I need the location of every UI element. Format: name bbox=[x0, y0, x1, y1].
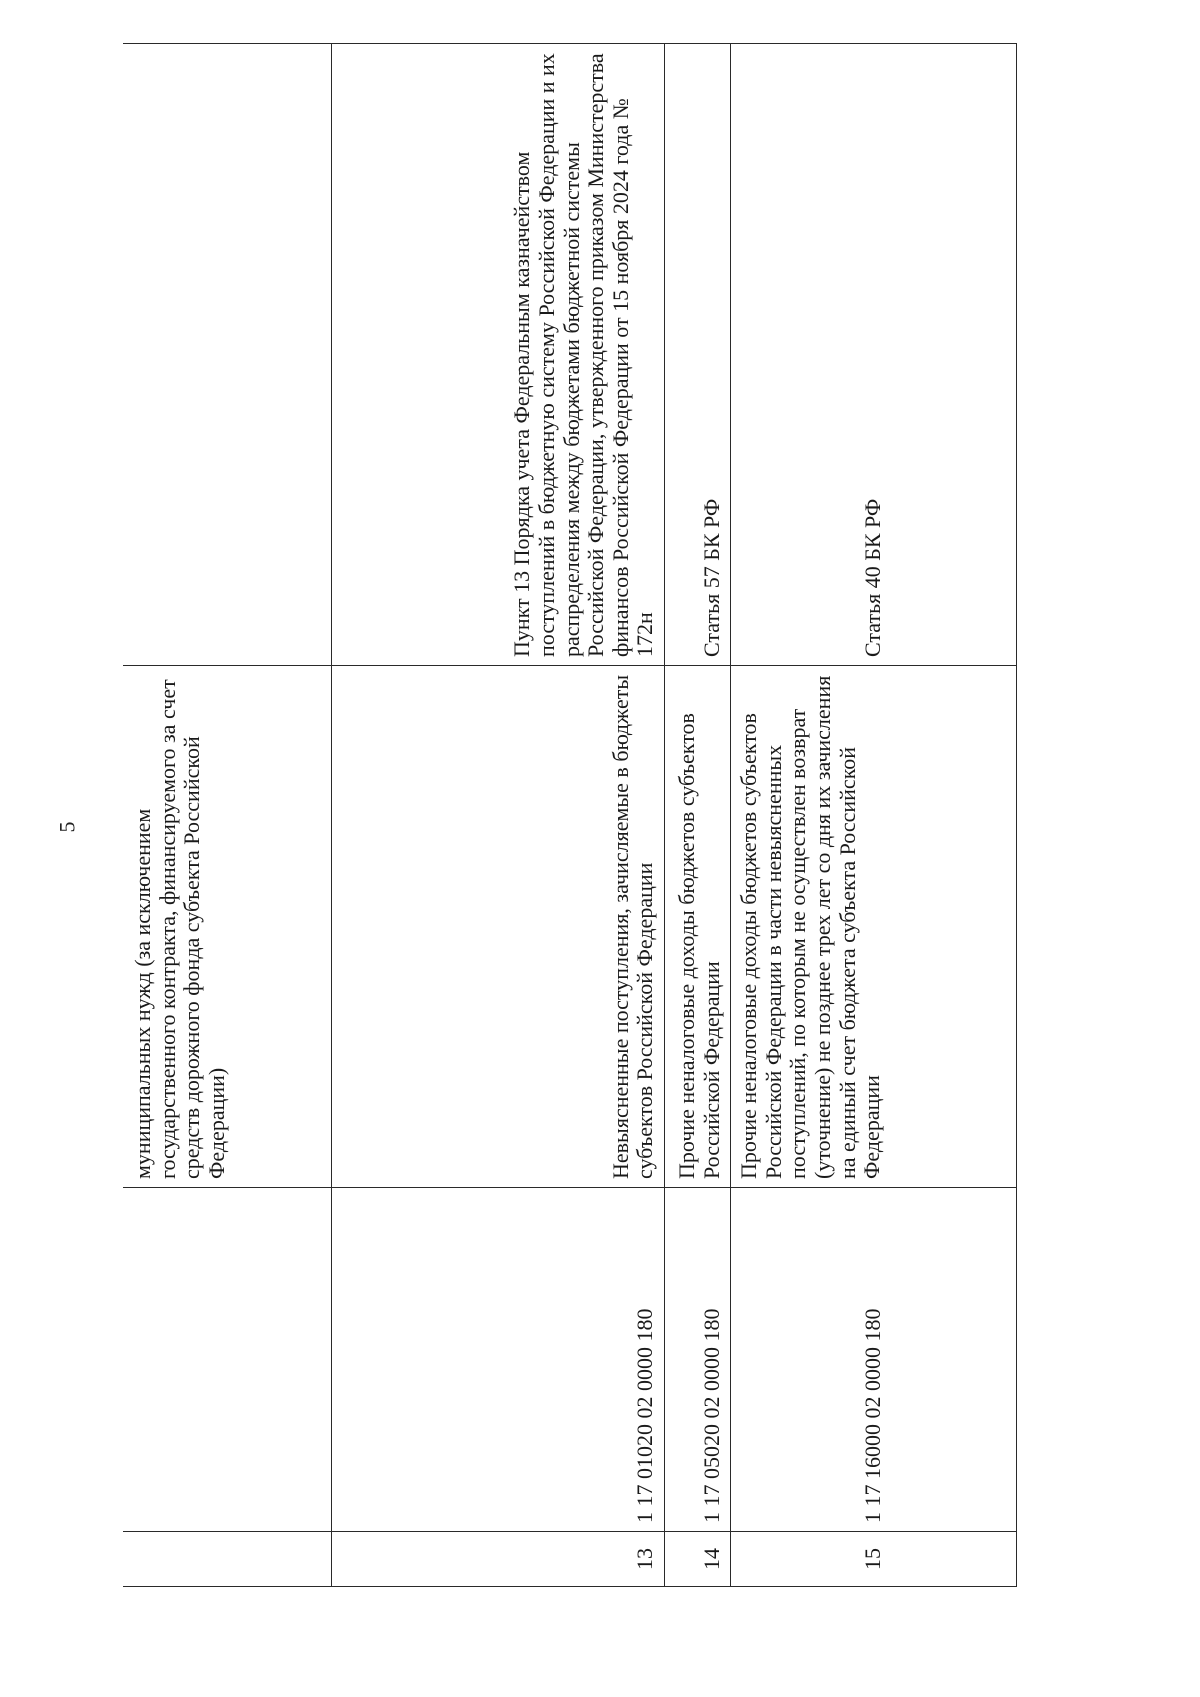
basis-cell: Пункт 13 Порядка учета Федеральным казначейством поступлений в бюджетную систему Российской Федерации и их распределения между бюджетами бюджетной системы Российской Федерации, утвержденного приказом Министерства финансов Российской Федерации от 15 ноября 2024 года № 172н bbox=[332, 44, 665, 666]
row-number-cell: 15 bbox=[731, 1532, 1017, 1587]
revenue-codes-table bbox=[123, 43, 1017, 1587]
name-cell: Прочие неналоговые доходы бюджетов субъектов Российской Федерации в части невыясненных поступлений, по которым не осуществлен возврат (уточнение) не позднее трех лет со дня их зачисления на единый счет бюджета субъекта Российской Федерации bbox=[731, 666, 1017, 1188]
row-number-cell: 14 bbox=[665, 1532, 731, 1587]
basis-cell: Статья 40 БК РФ bbox=[731, 44, 1017, 666]
page-number: 5 bbox=[54, 821, 80, 833]
basis-cell: Статья 57 БК РФ bbox=[665, 44, 731, 666]
revenue-codes-table-wrapper bbox=[123, 53, 1017, 1587]
name-cell: муниципальных нужд (за исключением государственного контракта, финансируемого за счет средств дорожного фонда субъекта Российской Федерации) bbox=[123, 666, 332, 1188]
table-row bbox=[123, 44, 332, 1587]
row-number-cell bbox=[123, 1532, 332, 1587]
name-cell: Невыясненные поступления, зачисляемые в бюджеты субъектов Российской Федерации bbox=[332, 666, 665, 1188]
code-cell bbox=[123, 1188, 332, 1532]
row-number-cell: 13 bbox=[332, 1532, 665, 1587]
table-row bbox=[332, 44, 665, 1587]
basis-cell bbox=[123, 44, 332, 666]
name-cell: Прочие неналоговые доходы бюджетов субъектов Российской Федерации bbox=[665, 666, 731, 1188]
table-row bbox=[665, 44, 731, 1587]
code-cell: 1 17 05020 02 0000 180 bbox=[665, 1188, 731, 1532]
code-cell: 1 17 16000 02 0000 180 bbox=[731, 1188, 1017, 1532]
code-cell: 1 17 01020 02 0000 180 bbox=[332, 1188, 665, 1532]
table-row bbox=[731, 44, 1017, 1587]
